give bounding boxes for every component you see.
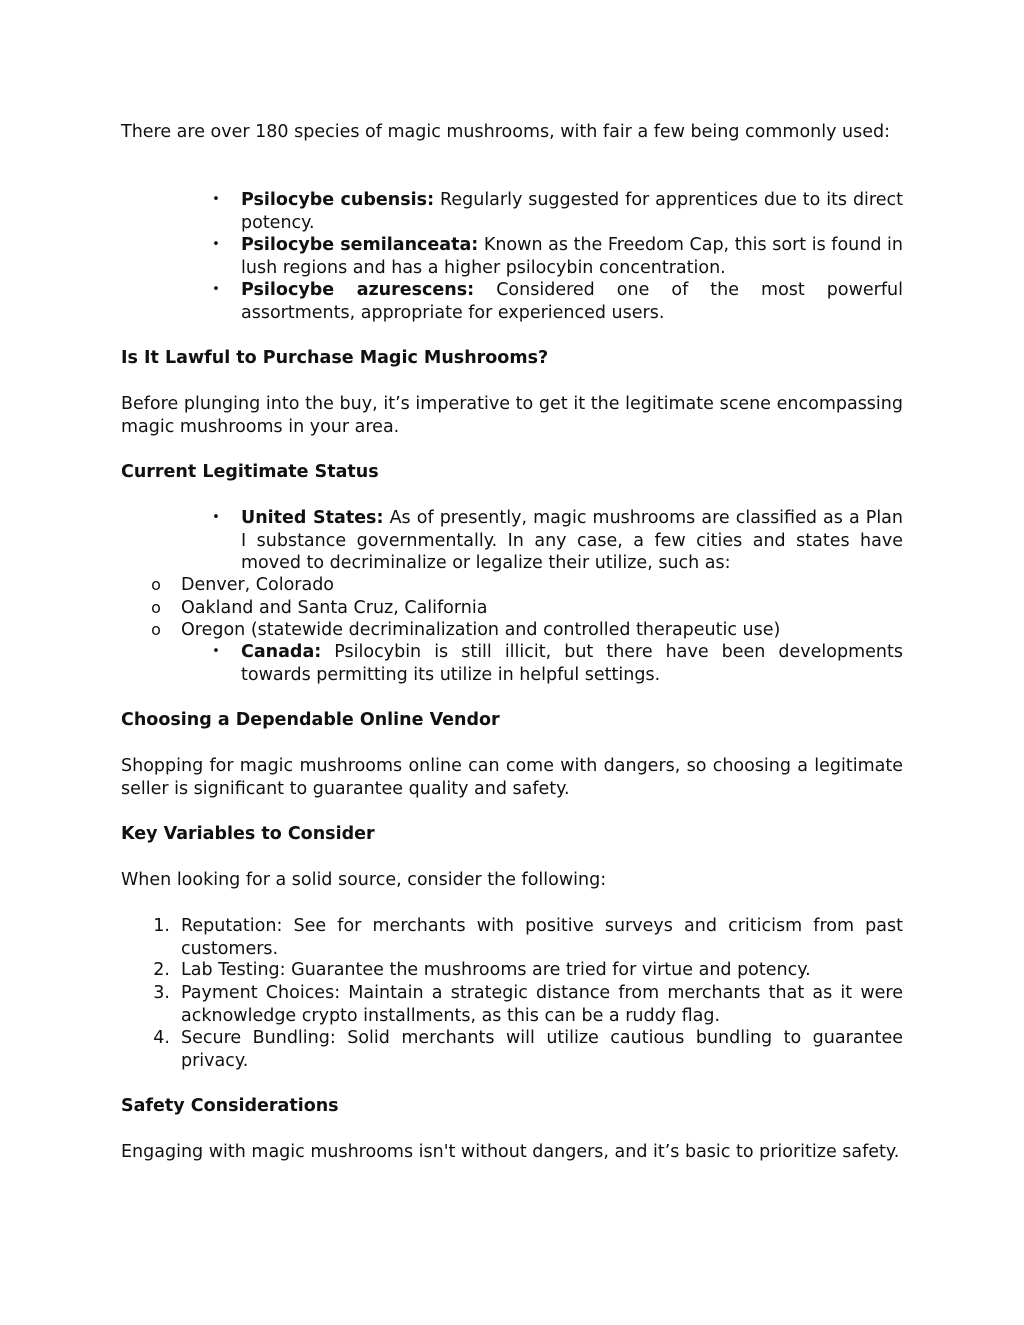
list-item-species bbox=[241, 234, 903, 279]
circle-bullet-icon: o bbox=[151, 620, 161, 639]
list-item-factor: Lab Testing: Guarantee the mushrooms are tried for virtue and potency. bbox=[181, 960, 811, 980]
vendor-paragraph: Shopping for magic mushrooms online can come with dangers, so choosing a legitimate seller is significant to guarantee quality and safety. bbox=[121, 756, 903, 799]
bullet-icon: • bbox=[212, 192, 220, 207]
list-number: 3. bbox=[153, 983, 170, 1003]
lawful-paragraph: Before plunging into the buy, it’s imperative to get it the legitimate scene encompassing magic mushrooms in your area. bbox=[121, 394, 903, 437]
list-number: 1. bbox=[153, 916, 170, 936]
heading-status: Current Legitimate Status bbox=[121, 462, 379, 482]
circle-bullet-icon: o bbox=[151, 575, 161, 594]
us-label: United States: bbox=[241, 508, 384, 528]
list-item-factor: Reputation: See for merchants with positive surveys and criticism from past customers. bbox=[181, 916, 903, 959]
heading-key-variables: Key Variables to Consider bbox=[121, 824, 375, 844]
list-number: 2. bbox=[153, 960, 170, 980]
circle-bullet-icon: o bbox=[151, 598, 161, 617]
species-text: Considered one of the most powerful assortments, appropriate for experienced users. bbox=[241, 280, 903, 323]
list-item-city: Oakland and Santa Cruz, California bbox=[181, 598, 488, 618]
list-item-species bbox=[241, 279, 903, 324]
heading-vendor: Choosing a Dependable Online Vendor bbox=[121, 710, 500, 730]
list-item-us bbox=[241, 507, 903, 575]
bullet-icon: • bbox=[212, 644, 220, 659]
species-text: Regularly suggested for apprentices due to its direct potency. bbox=[241, 190, 903, 233]
heading-safety: Safety Considerations bbox=[121, 1096, 339, 1116]
bullet-icon: • bbox=[212, 282, 220, 297]
intro-paragraph: There are over 180 species of magic mushrooms, with fair a few being commonly used: bbox=[121, 122, 891, 142]
canada-text: Psilocybin is still illicit, but there have been developments towards permitting its utilize in helpful settings. bbox=[241, 642, 903, 685]
canada-label: Canada: bbox=[241, 642, 322, 662]
list-item-city: Oregon (statewide decriminalization and controlled therapeutic use) bbox=[181, 620, 781, 640]
list-item-species bbox=[241, 189, 903, 234]
bullet-icon: • bbox=[212, 237, 220, 252]
list-item-factor: Secure Bundling: Solid merchants will utilize cautious bundling to guarantee privacy. bbox=[181, 1028, 903, 1071]
list-item-factor: Payment Choices: Maintain a strategic distance from merchants that as it were acknowledge crypto installments, as this can be a ruddy flag. bbox=[181, 983, 903, 1026]
safety-paragraph: Engaging with magic mushrooms isn't without dangers, and it’s basic to prioritize safety. bbox=[121, 1142, 900, 1162]
heading-lawful: Is It Lawful to Purchase Magic Mushrooms? bbox=[121, 348, 549, 368]
list-number: 4. bbox=[153, 1028, 170, 1048]
key-variables-paragraph: When looking for a solid source, consider the following: bbox=[121, 870, 607, 890]
species-name: Psilocybe cubensis: bbox=[241, 190, 435, 210]
list-item-city: Denver, Colorado bbox=[181, 575, 335, 595]
us-text: As of presently, magic mushrooms are classified as a Plan I substance governmentally. In any case, a few cities and states have moved to decriminalize or legalize their utilize, such as: bbox=[241, 508, 903, 573]
species-text: Known as the Freedom Cap, this sort is found in lush regions and has a higher psilocybin concentration. bbox=[241, 235, 904, 278]
list-item-canada bbox=[241, 641, 903, 686]
species-name: Psilocybe azurescens: bbox=[241, 280, 475, 300]
bullet-icon: • bbox=[212, 510, 220, 525]
species-name: Psilocybe semilanceata: bbox=[241, 235, 479, 255]
